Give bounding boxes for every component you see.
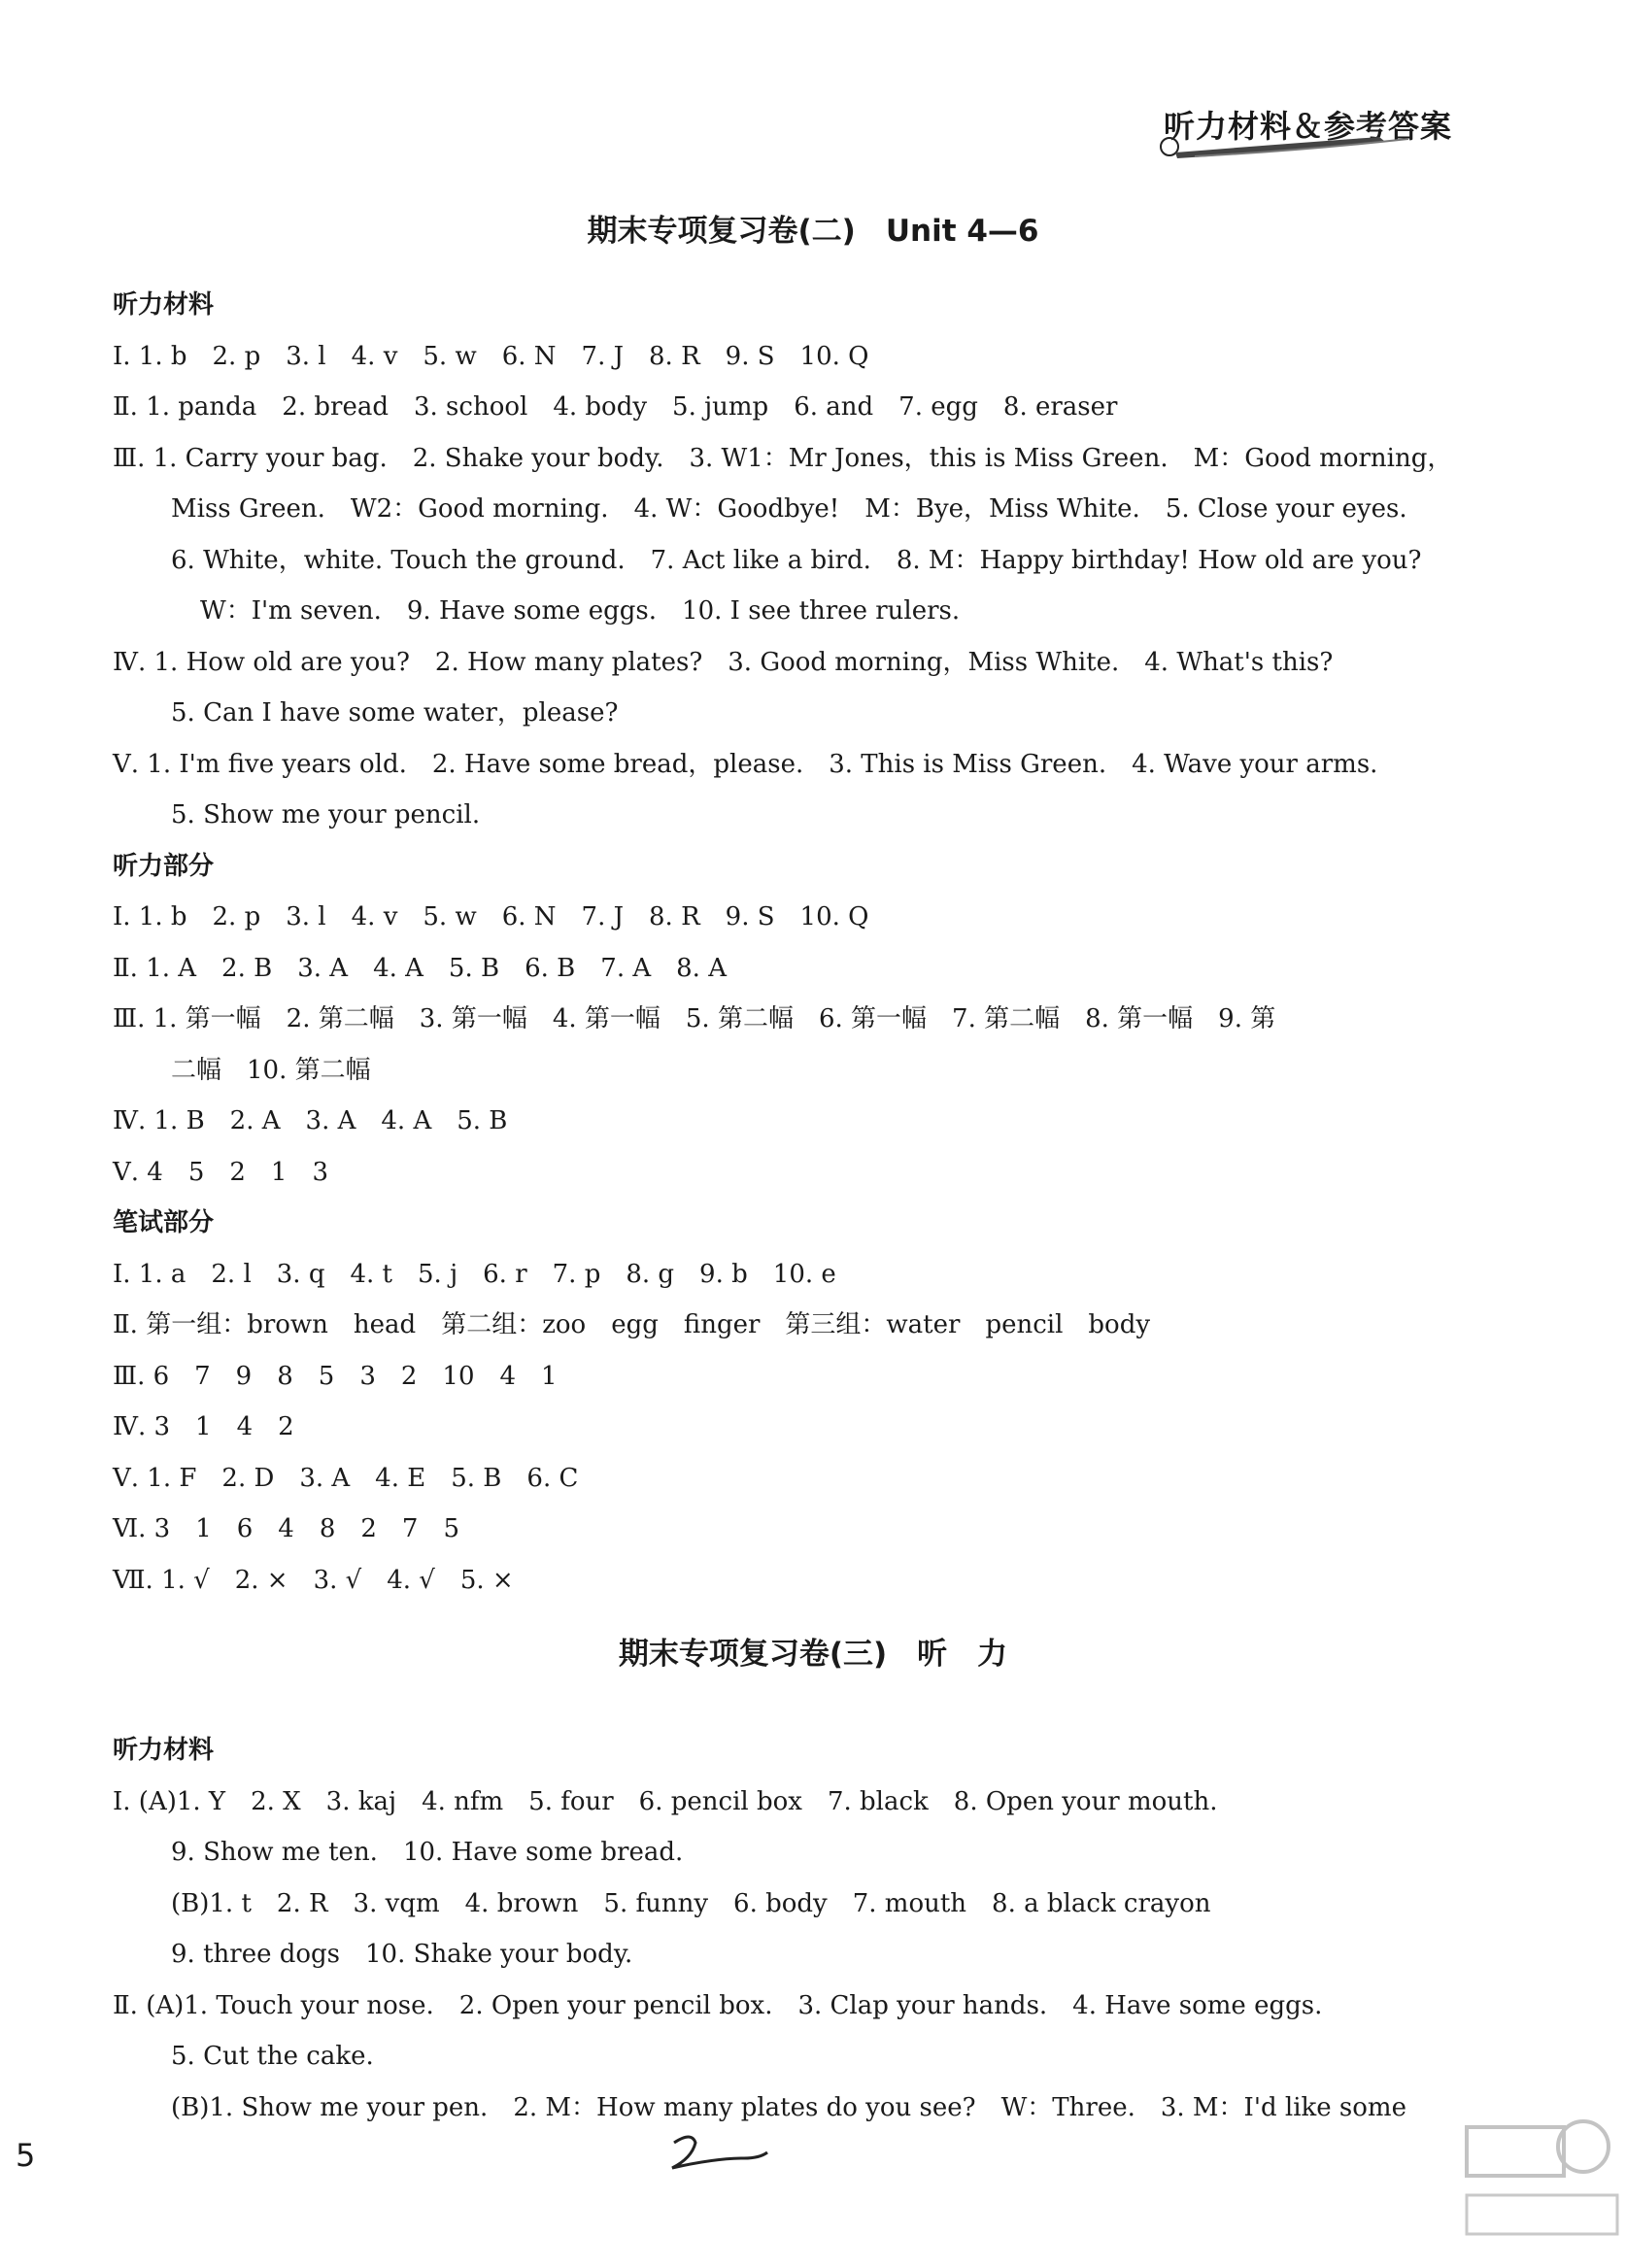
document-body: [113, 280, 1473, 2133]
handwritten-mark-icon: [666, 2129, 773, 2178]
page-number: 5: [16, 2137, 36, 2174]
answer-line: Ⅴ. 4 5 2 1 3: [113, 1157, 329, 1187]
answer-line: 6. White，white. Touch the ground. 7. Act like a bird. 8. M：Happy birthday! How old are you?: [171, 545, 1422, 575]
answer-line: Ⅰ. (A)1. Y 2. X 3. kaj 4. nfm 5. four 6. pencil box 7. black 8. Open your mouth.: [113, 1786, 1218, 1816]
answer-line: Ⅴ. 1. I'm five years old. 2. Have some bread，please. 3. This is Miss Green. 4. Wave your arms.: [113, 749, 1378, 779]
answer-line: 二幅 10. 第二幅: [171, 1055, 371, 1085]
header-tag-text: 听力材料＆参考答案: [1164, 108, 1453, 145]
answer-line: Ⅴ. 1. F 2. D 3. A 4. E 5. B 6. C: [113, 1463, 579, 1493]
header-swoosh-icon: [1156, 131, 1447, 170]
answer-line: 9. Show me ten. 10. Have some bread.: [171, 1838, 684, 1867]
watermark-logo-icon: [1457, 2108, 1622, 2263]
answer-line: Ⅱ. (A)1. Touch your nose. 2. Open your pencil box. 3. Clap your hands. 4. Have some eggs.: [113, 1990, 1323, 2020]
answer-line: Ⅰ. 1. b 2. p 3. l 4. v 5. w 6. N 7. J 8. R 9. S 10. Q: [113, 341, 869, 371]
answer-line: 5. Cut the cake.: [171, 2042, 374, 2071]
block-heading: 听力材料: [113, 1736, 215, 1765]
answer-line: (B)1. Show me your pen. 2. M：How many plates do you see? W：Three. 3. M：I'd like some: [171, 2092, 1406, 2122]
answer-line: W：I'm seven. 9. Have some eggs. 10. I see three rulers.: [200, 596, 961, 626]
answer-line: 5. Show me your pencil.: [171, 800, 481, 829]
block-heading: 听力部分: [113, 851, 215, 881]
section-title: 期末专项复习卷(三) 听 力: [618, 1637, 1008, 1672]
answer-line: Ⅵ. 3 1 6 4 8 2 7 5: [113, 1514, 460, 1543]
answer-line: Ⅲ. 1. 第一幅 2. 第二幅 3. 第一幅 4. 第一幅 5. 第二幅 6. 第一幅 7. 第二幅 8. 第一幅 9. 第: [113, 1004, 1276, 1033]
section-title: 期末专项复习卷(二) Unit 4—6: [587, 214, 1039, 249]
answer-line: Ⅲ. 1. Carry your bag. 2. Shake your body. 3. W1：Mr Jones，this is Miss Green. M：Good morning，: [113, 443, 1453, 473]
answer-line: Ⅳ. 1. B 2. A 3. A 4. A 5. B: [113, 1106, 508, 1135]
answer-line: 5. Can I have some water，please?: [171, 698, 619, 728]
answer-line: 9. three dogs 10. Shake your body.: [171, 1940, 633, 1969]
answer-line: Miss Green. W2：Good morning. 4. W：Goodbye! M：Bye，Miss White. 5. Close your eyes.: [171, 494, 1407, 524]
answer-line: Ⅱ. 1. A 2. B 3. A 4. A 5. B 6. B 7. A 8. A: [113, 953, 727, 983]
answer-line: Ⅳ. 1. How old are you? 2. How many plates? 3. Good morning，Miss White. 4. What's this?: [113, 647, 1334, 677]
header-tag: [1156, 102, 1467, 170]
answer-line: Ⅰ. 1. a 2. l 3. q 4. t 5. j 6. r 7. p 8. g 9. b 10. e: [113, 1259, 836, 1289]
answer-line: Ⅳ. 3 1 4 2: [113, 1412, 294, 1441]
answer-line: Ⅰ. 1. b 2. p 3. l 4. v 5. w 6. N 7. J 8. R 9. S 10. Q: [113, 902, 869, 931]
block-heading: 听力材料: [113, 290, 215, 320]
answer-line: (B)1. t 2. R 3. vqm 4. brown 5. funny 6. body 7. mouth 8. a black crayon: [171, 1888, 1211, 1918]
answer-line: Ⅶ. 1. √ 2. × 3. √ 4. √ 5. ×: [113, 1565, 514, 1595]
answer-line: Ⅱ. 1. panda 2. bread 3. school 4. body 5. jump 6. and 7. egg 8. eraser: [113, 392, 1118, 422]
block-heading: 笔试部分: [113, 1208, 215, 1237]
answer-line: Ⅲ. 6 7 9 8 5 3 2 10 4 1: [113, 1361, 558, 1391]
answer-line: Ⅱ. 第一组：brown head 第二组：zoo egg finger 第三组：water pencil body: [113, 1310, 1151, 1339]
section-title-row: [113, 1606, 1473, 1725]
